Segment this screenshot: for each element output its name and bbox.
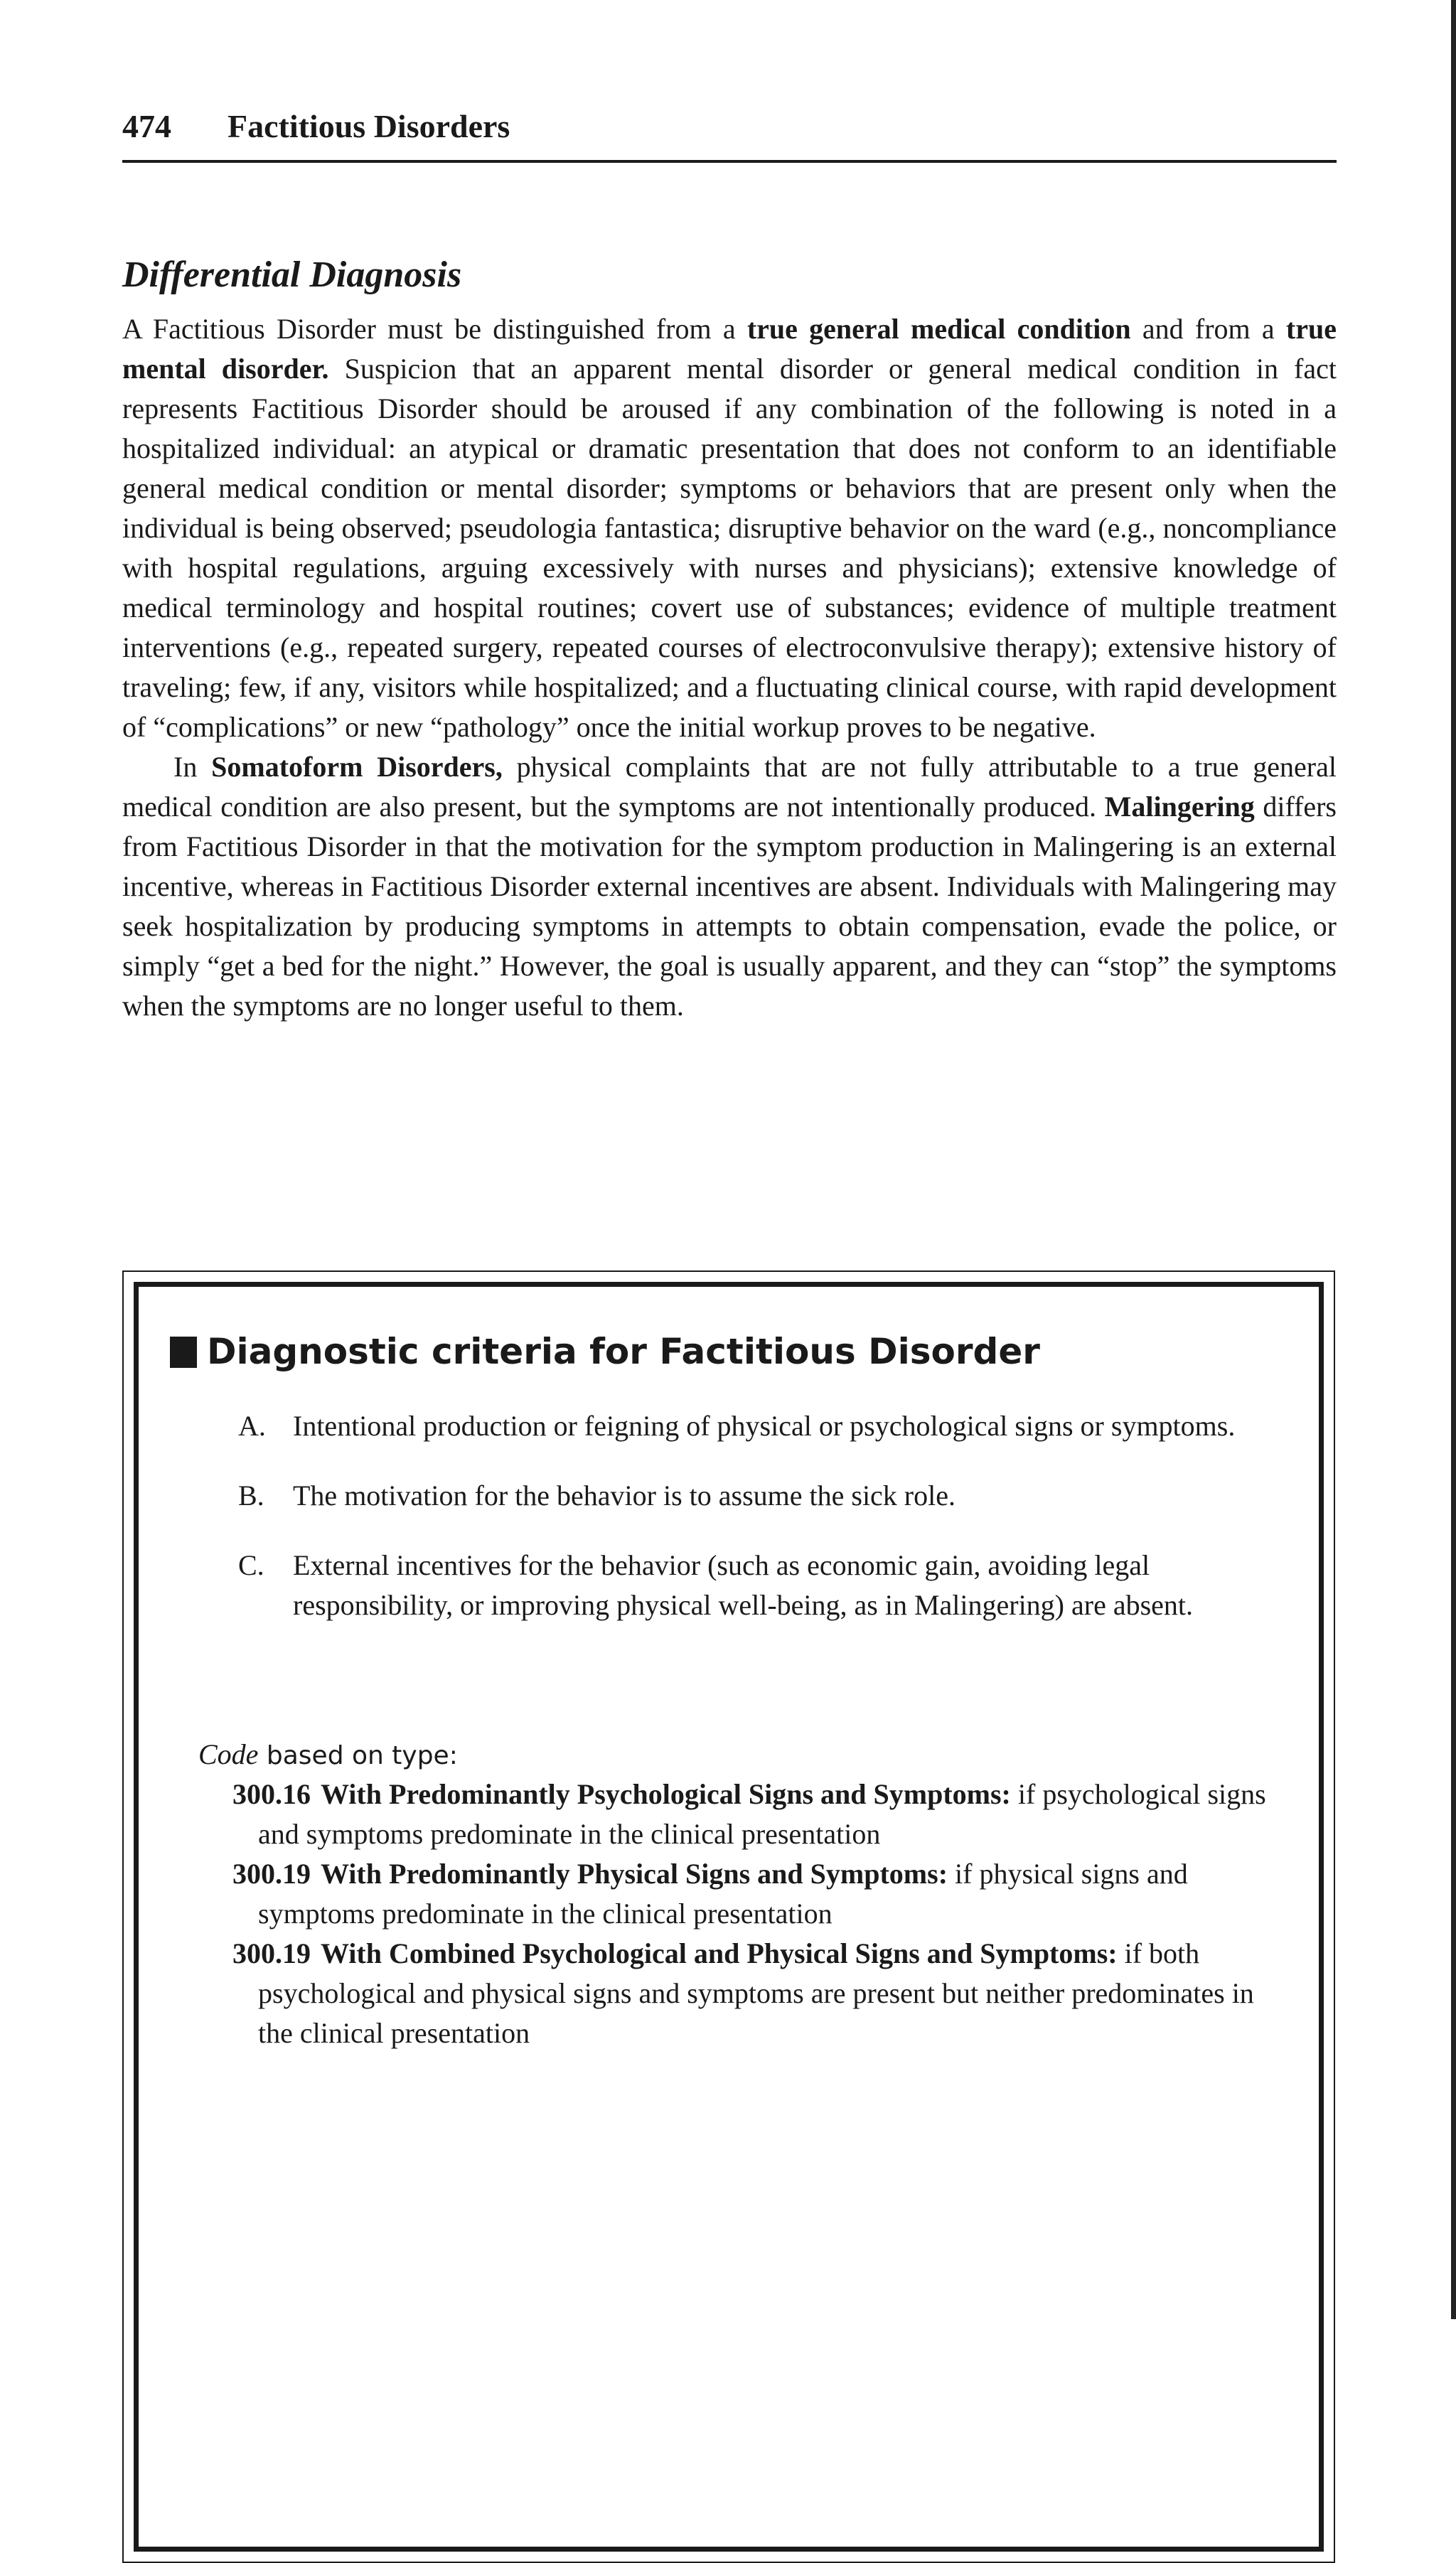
code-item: [232, 1775, 1285, 1854]
criterion-text: The motivation for the behavior is to assume the sick role.: [293, 1480, 956, 1511]
code-intro: [198, 1735, 458, 1776]
running-header: [122, 107, 1337, 146]
code-description: if both psychological and physical signs and symptoms are present but neither predominates in the clinical presentation: [258, 1937, 1254, 2049]
code-label: With Predominantly Psychological Signs and Symptoms:: [321, 1778, 1011, 1810]
criterion-letter: A.: [238, 1410, 266, 1442]
paragraph: [122, 747, 1337, 1026]
running-title: Factitious Disorders: [228, 108, 510, 144]
text-run: differs from Factitious Disorder in that the motivation for the symptom production in Malingering is an external incentive, whereas in Factitious Disorder external incentives are absent. Individuals with Malingering may seek hospitalization by producing symptoms in attempts to obtain compensation, evade the police, or simply “get a bed for the night.” However, the goal is usually apparent, and they can “stop” the symptoms when the symptoms are no longer useful to them.: [122, 791, 1337, 1022]
code-list: [232, 1775, 1285, 2053]
page-number: 474: [122, 108, 171, 144]
text-run: and from a: [1130, 313, 1286, 345]
code-item: [232, 1854, 1285, 1934]
text-run: In: [173, 751, 212, 783]
code-intro-rest: based on type:: [258, 1741, 458, 1770]
code-intro-italic: Code: [198, 1738, 259, 1770]
body-text: [122, 309, 1337, 1026]
header-rule: [122, 160, 1337, 163]
paragraph: [122, 309, 1337, 747]
text-run: physical complaints that are not fully attributable to a true general medical condition are also present, but the symptoms are not intentionally produced.: [122, 751, 1337, 823]
code-number: 300.19: [232, 1858, 311, 1890]
code-label: With Combined Psychological and Physical Signs and Symptoms:: [321, 1937, 1118, 1969]
criteria-box: [122, 1270, 1335, 2563]
code-description: if psychological signs and symptoms predominate in the clinical presentation: [258, 1778, 1266, 1850]
text-run: A Factitious Disorder must be distinguished from a: [122, 313, 747, 345]
criterion-item: [238, 1476, 1283, 1516]
bold-term: Somatoform Disorders,: [211, 751, 503, 783]
criterion-letter: C.: [238, 1549, 264, 1581]
criterion-item: [238, 1546, 1283, 1625]
code-number: 300.19: [232, 1937, 311, 1969]
criterion-text: External incentives for the behavior (such as economic gain, avoiding legal responsibility, or improving physical well-being, as in Malingering) are absent.: [293, 1549, 1194, 1621]
code-label: With Predominantly Physical Signs and Symptoms:: [321, 1858, 948, 1890]
code-item: [232, 1934, 1285, 2053]
criteria-title: Diagnostic criteria for Factitious Disorder: [207, 1331, 1040, 1372]
text-run: Suspicion that an apparent mental disorder or general medical condition in fact represents Factitious Disorder should be aroused if any combination of the following is noted in a hospitalized individual: an atypical or dramatic presentation that does not conform to an identifiable general medical condition or mental disorder; symptoms or behaviors that are present only when the individual is being observed; pseudologia fantastica; disruptive behavior on the ward (e.g., noncompliance with hospital regulations, arguing excessively with nurses and physicians); extensive knowledge of medical terminology and hospital routines; covert use of substances; evidence of multiple treatment interventions (e.g., repeated surgery, repeated courses of electroconvulsive therapy); extensive history of traveling; few, if any, visitors while hospitalized; and a fluctuating clinical course, with rapid development of “complications” or new “pathology” once the initial workup proves to be negative.: [122, 353, 1337, 743]
square-bullet-icon: [170, 1337, 197, 1368]
scan-edge: [1451, 0, 1456, 2319]
criterion-text: Intentional production or feigning of physical or psychological signs or symptoms.: [293, 1410, 1236, 1442]
code-description: if physical signs and symptoms predominate in the clinical presentation: [258, 1858, 1188, 1930]
criterion-letter: B.: [238, 1480, 264, 1511]
criterion-item: [238, 1406, 1283, 1446]
criteria-list: [238, 1406, 1283, 1655]
bold-term: true general medical condition: [746, 313, 1131, 345]
bold-term: true mental disorder.: [122, 313, 1337, 385]
section-heading: Differential Diagnosis: [122, 255, 462, 295]
criteria-box-inner: [134, 1282, 1324, 2552]
bold-term: Malingering: [1104, 791, 1255, 823]
code-number: 300.16: [232, 1778, 311, 1810]
